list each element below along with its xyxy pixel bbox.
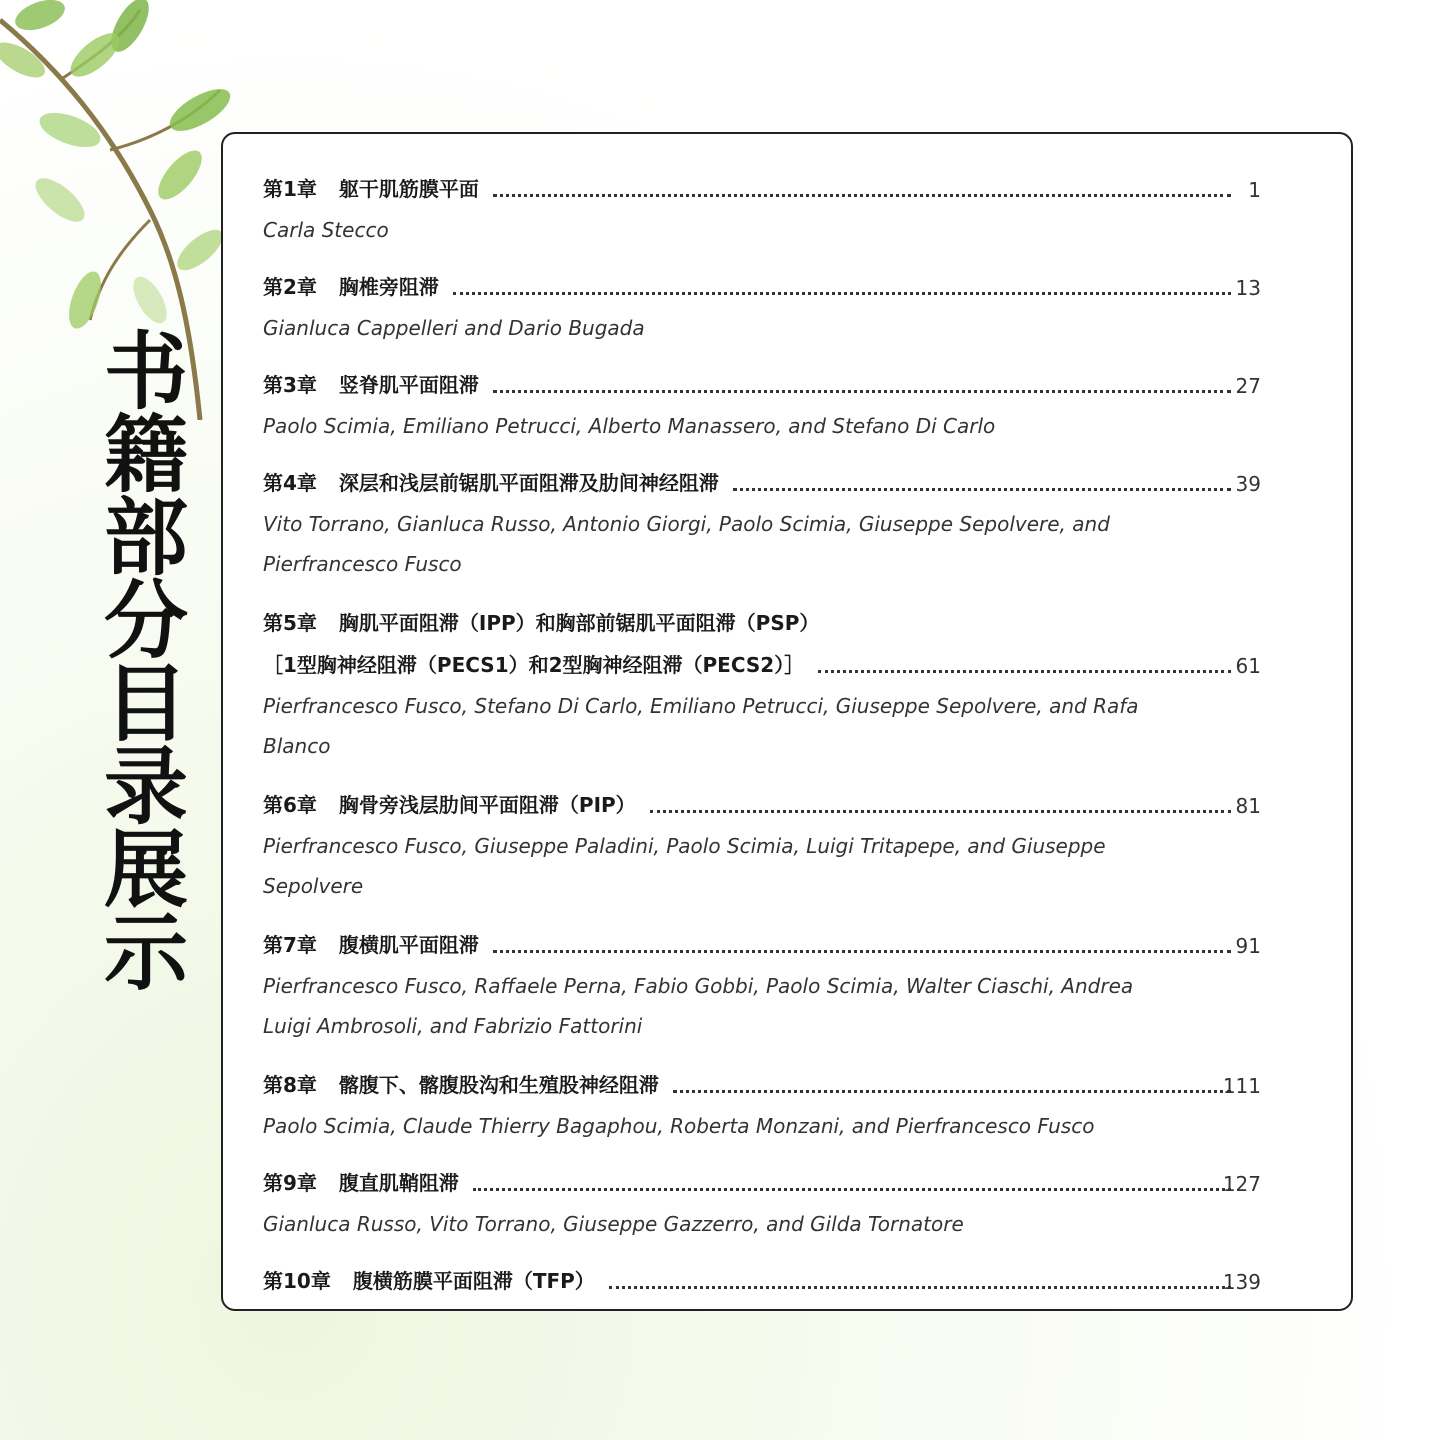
chapter-number: 第10章 bbox=[263, 1269, 331, 1293]
chapter-title: 深层和浅层前锯肌平面阻滞及肋间神经阻滞 bbox=[338, 471, 719, 495]
chapter-number: 第3章 bbox=[263, 373, 317, 397]
chapter-number: 第2章 bbox=[263, 275, 317, 299]
page-number: 91 bbox=[1235, 934, 1261, 958]
toc-card bbox=[221, 132, 1353, 1311]
toc-entry-9 bbox=[263, 1166, 1261, 1196]
chapter-authors: Gianluca Russo, Vito Torrano, Giuseppe Gazzerro, and Gilda Tornatore bbox=[263, 1212, 964, 1236]
dot-leader bbox=[453, 292, 1231, 295]
chapter-number: 第4章 bbox=[263, 471, 317, 495]
page-number: 81 bbox=[1235, 794, 1261, 818]
toc-entry-3 bbox=[263, 368, 1261, 398]
chapter-number: 第8章 bbox=[263, 1073, 317, 1097]
chapter-authors: Vito Torrano, Gianluca Russo, Antonio Giorgi, Paolo Scimia, Giuseppe Sepolvere, and Pierfrancesco Fusco bbox=[263, 512, 1110, 576]
toc-entry-5-cont bbox=[263, 648, 1261, 678]
dot-leader bbox=[493, 390, 1231, 393]
side-title-char: 籍 bbox=[103, 406, 188, 504]
page-number: 13 bbox=[1235, 276, 1261, 300]
page-number: 139 bbox=[1222, 1270, 1261, 1294]
toc-entry-6 bbox=[263, 788, 1261, 818]
page-number: 39 bbox=[1235, 472, 1261, 496]
chapter-authors: Paolo Scimia, Emiliano Petrucci, Alberto Manassero, and Stefano Di Carlo bbox=[263, 414, 996, 438]
chapter-number: 第6章 bbox=[263, 793, 317, 817]
side-title-char: 分 bbox=[103, 572, 188, 670]
chapter-title: 胸肌平面阻滞（IPP）和胸部前锯肌平面阻滞（PSP） bbox=[338, 611, 820, 635]
chapter-number: 第5章 bbox=[263, 611, 317, 635]
page-number: 111 bbox=[1222, 1074, 1261, 1098]
chapter-number: 第7章 bbox=[263, 933, 317, 957]
dot-leader bbox=[733, 488, 1231, 491]
chapter-authors: Pierfrancesco Fusco, Stefano Di Carlo, Emiliano Petrucci, Giuseppe Sepolvere, and Rafa Blanco bbox=[263, 694, 1139, 758]
chapter-number: 第1章 bbox=[263, 177, 317, 201]
side-title-char: 书 bbox=[103, 323, 188, 421]
chapter-authors: Gianluca Cappelleri and Dario Bugada bbox=[263, 316, 645, 340]
page-number: 27 bbox=[1235, 374, 1261, 398]
chapter-title: 胸椎旁阻滞 bbox=[338, 275, 439, 299]
toc-entry-4 bbox=[263, 466, 1261, 496]
chapter-title: 胸骨旁浅层肋间平面阻滞（PIP） bbox=[338, 793, 636, 817]
toc-entry-2 bbox=[263, 270, 1261, 300]
toc-entry-1 bbox=[263, 172, 1261, 202]
dot-leader bbox=[650, 810, 1231, 813]
side-title-char: 部 bbox=[103, 489, 188, 587]
page-number: 61 bbox=[1235, 654, 1261, 678]
chapter-title: 躯干肌筋膜平面 bbox=[338, 177, 479, 201]
chapter-title-continued: ［1型胸神经阻滞（PECS1）和2型胸神经阻滞（PECS2）］ bbox=[263, 653, 805, 677]
chapter-authors: Carla Stecco bbox=[263, 218, 389, 242]
chapter-title: 腹横筋膜平面阻滞（TFP） bbox=[352, 1269, 595, 1293]
dot-leader bbox=[473, 1188, 1231, 1191]
side-title-char: 展 bbox=[103, 821, 188, 919]
side-title bbox=[100, 323, 192, 1002]
dot-leader bbox=[609, 1286, 1231, 1289]
dot-leader bbox=[673, 1090, 1231, 1093]
dot-leader bbox=[493, 194, 1231, 197]
toc-entry-10 bbox=[263, 1264, 1261, 1294]
chapter-authors: Pierfrancesco Fusco, Raffaele Perna, Fabio Gobbi, Paolo Scimia, Walter Ciaschi, Andrea Luigi Ambrosoli, and Fabrizio Fattorini bbox=[263, 974, 1134, 1038]
dot-leader bbox=[818, 670, 1231, 673]
dot-leader bbox=[493, 950, 1231, 953]
toc-entry-7 bbox=[263, 928, 1261, 958]
chapter-title: 腹直肌鞘阻滞 bbox=[338, 1171, 459, 1195]
side-title-char: 目 bbox=[103, 655, 188, 753]
side-title-char: 示 bbox=[103, 904, 188, 1002]
page-number: 127 bbox=[1222, 1172, 1261, 1196]
toc-entry-5 bbox=[263, 606, 1241, 636]
chapter-number: 第9章 bbox=[263, 1171, 317, 1195]
chapter-authors: Paolo Scimia, Claude Thierry Bagaphou, Roberta Monzani, and Pierfrancesco Fusco bbox=[263, 1114, 1095, 1138]
chapter-authors: Pierfrancesco Fusco, Giuseppe Paladini, Paolo Scimia, Luigi Tritapepe, and Giuseppe Sepolvere bbox=[263, 834, 1106, 898]
chapter-title: 髂腹下、髂腹股沟和生殖股神经阻滞 bbox=[338, 1073, 659, 1097]
toc-entry-8 bbox=[263, 1068, 1261, 1098]
chapter-title: 竖脊肌平面阻滞 bbox=[338, 373, 479, 397]
side-title-char: 录 bbox=[103, 738, 188, 836]
page-number: 1 bbox=[1248, 178, 1261, 202]
chapter-title: 腹横肌平面阻滞 bbox=[338, 933, 479, 957]
